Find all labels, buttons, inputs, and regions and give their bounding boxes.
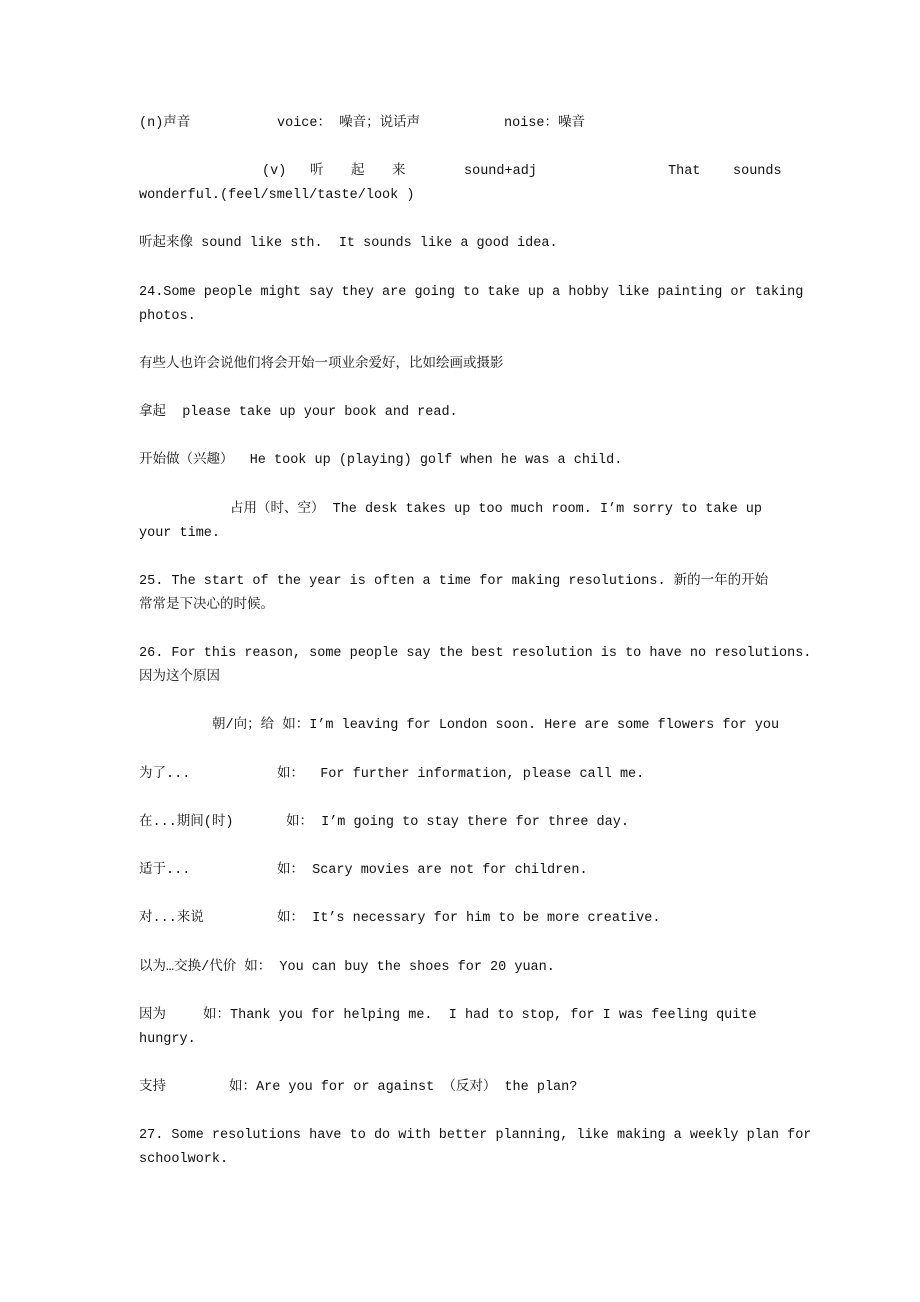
text-line: 在...期间(时) xyxy=(139,815,234,830)
text-line: 以为…交换/代价 如： You can buy the shoes for 20 yuan. xyxy=(139,960,555,975)
text-line: 25. The start of the year is often a time for making resolutions. 新的一年的开始 xyxy=(139,574,769,589)
text-line: 支持 xyxy=(139,1080,166,1095)
text-line: 对...来说 xyxy=(139,911,204,926)
text-line: 如：Thank you for helping me. I had to stop, for I was feeling quite xyxy=(203,1008,757,1023)
text-line: wonderful.(feel/smell/taste/look ) xyxy=(139,188,415,203)
text-line: 27. Some resolutions have to do with better planning, like making a weekly plan for xyxy=(139,1128,812,1143)
text-line: photos. xyxy=(139,309,196,324)
text-line: 拿起 please take up your book and read. xyxy=(139,405,458,420)
text-line: 如： It’s necessary for him to be more creative. xyxy=(277,911,661,926)
text-line: 为了... xyxy=(139,767,191,782)
text-line: 常常是下决心的时候。 xyxy=(139,598,274,613)
text-line: 如： For further information, please call me. xyxy=(277,767,645,782)
text-line: 开始做（兴趣） He took up (playing) golf when he was a child. xyxy=(139,453,623,468)
text-line: voice： 噪音；说话声 xyxy=(277,116,421,131)
text-line: 因为 xyxy=(139,1008,166,1023)
text-line: That xyxy=(668,164,701,179)
text-line: 24.Some people might say they are going to take up a hobby like painting or taking xyxy=(139,285,804,300)
text-line: 如： Scary movies are not for children. xyxy=(277,863,588,878)
text-line: 有些人也许会说他们将会开始一项业余爱好，比如绘画或摄影 xyxy=(139,357,504,372)
text-line: 朝/向；给 如：I’m leaving for London soon. Here are some flowers for you xyxy=(212,718,780,733)
text-line: 如：Are you for or against （反对） the plan? xyxy=(229,1080,578,1095)
text-line: 来 xyxy=(392,164,406,179)
text-line: sounds xyxy=(733,164,782,179)
text-line: noise：噪音 xyxy=(504,116,586,131)
text-line: 起 xyxy=(351,164,365,179)
text-line: 听 xyxy=(310,164,324,179)
text-line: hungry. xyxy=(139,1032,196,1047)
text-line: 因为这个原因 xyxy=(139,670,220,685)
text-line: 听起来像 sound like sth. It sounds like a good idea. xyxy=(139,236,558,251)
text-line: (n)声音 xyxy=(139,116,191,131)
text-line: 适于... xyxy=(139,863,191,878)
text-line: 占用（时、空） The desk takes up too much room. I’m sorry to take up xyxy=(230,502,762,517)
text-line: schoolwork. xyxy=(139,1152,229,1167)
text-line: your time. xyxy=(139,526,221,541)
text-line: 如： I’m going to stay there for three day. xyxy=(286,815,629,830)
text-line: sound+adj xyxy=(464,164,537,179)
text-line: (v) xyxy=(262,164,287,179)
text-line: 26. For this reason, some people say the best resolution is to have no resolutions. xyxy=(139,646,812,661)
